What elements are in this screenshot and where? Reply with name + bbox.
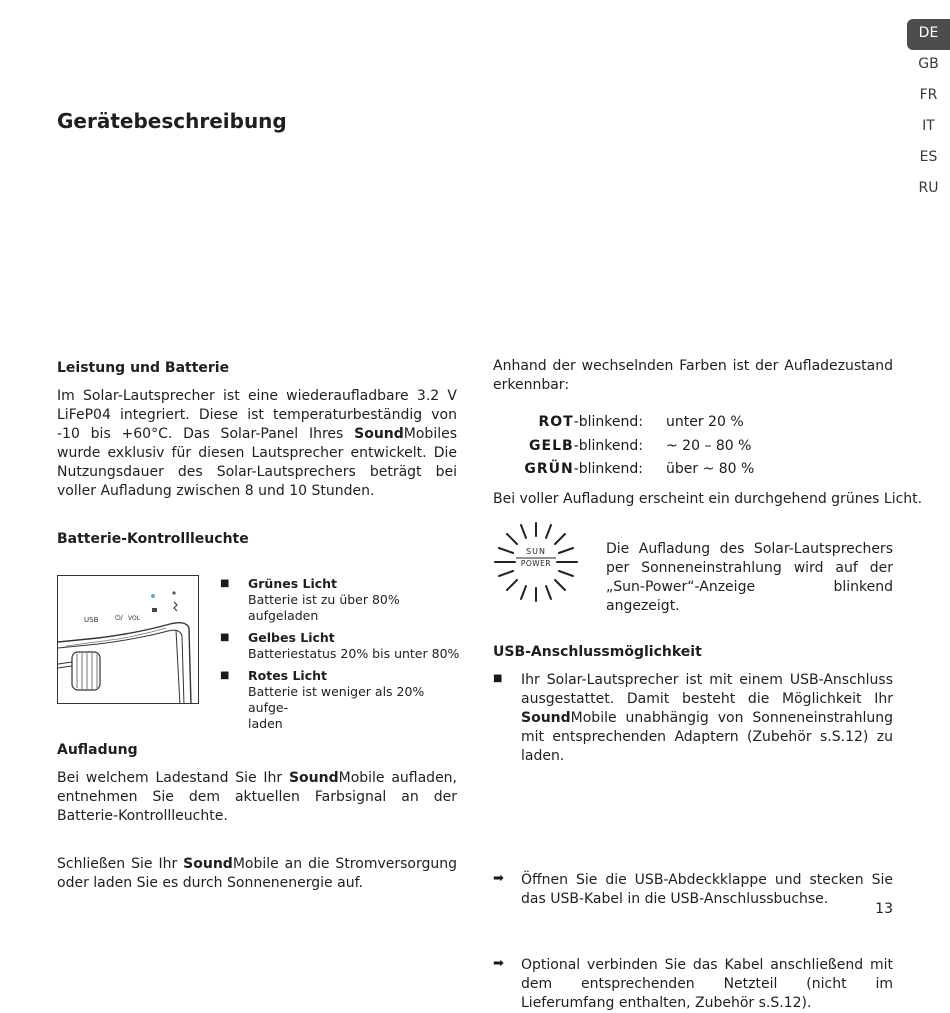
usb-step-1: ➡ Öffnen Sie die USB-Abdeckklappe und stecken Sie das USB-Kabel in die USB-Anschlussbuchse. (493, 871, 893, 907)
led-legend (220, 576, 460, 738)
svg-text:SUN: SUN (526, 547, 546, 556)
svg-text:⏻/: ⏻/ (115, 614, 123, 622)
device-illustration (57, 575, 199, 704)
charging-paragraph-2: Schließen Sie Ihr SoundMobile an die Stromversorgung oder laden Sie es durch Sonnenenergie auf. (57, 856, 457, 891)
charge-row-yellow: GELB-blinkend: ~ 20 – 80 % (529, 437, 752, 454)
charge-row-green: GRÜN-blinkend: über ~ 80 % (524, 461, 755, 477)
knob-icon (72, 652, 100, 690)
sun-power-icon (493, 520, 579, 604)
usb-step-2: ➡ Optional verbinden Sie das Kabel anschließend mit dem entsprechenden Netzteil (nicht im Lieferumfang enthalten, Zubehör s.S.12). (493, 956, 893, 1011)
speaker-panel-drawing (58, 576, 199, 704)
arrow-right-icon: ➡ (493, 956, 504, 971)
vol-label: VOL (128, 615, 141, 622)
lang-tab-fr[interactable]: FR (919, 87, 938, 103)
square-bullet-icon: ■ (220, 578, 230, 589)
led-item-red: ■ Rotes Licht Batterie ist weniger als 20% aufge- laden (220, 668, 425, 731)
lang-tab-it[interactable]: IT (922, 118, 935, 134)
heading-batterie-kontrollleuchte: Batterie-Kontrollleuchte (57, 531, 249, 547)
square-bullet-icon: ■ (493, 673, 503, 684)
lang-tab-ru[interactable]: RU (918, 180, 939, 196)
svg-text:POWER: POWER (520, 559, 552, 568)
lang-tab-de[interactable]: DE (907, 19, 950, 50)
language-tabs (907, 19, 950, 205)
charging-paragraph-1: Bei welchem Ladestand Sie Ihr SoundMobile aufladen, entnehmen Sie dem aktuellen Farbsignal an der Batterie-Kontrollleuchte. (57, 770, 458, 824)
sun-power-description: Die Aufladung des Solar-Lautsprechers per Sonneneinstrahlung wird auf der „Sun-Power“-Anzeige blinkend angezeigt. (606, 541, 893, 614)
full-charge-note: Bei voller Aufladung erscheint ein durchgehend grünes Licht. (493, 491, 923, 507)
led-item-yellow: ■ Gelbes Licht Batteriestatus 20% bis unter 80% (220, 630, 460, 661)
bluetooth-icon (174, 602, 177, 611)
lang-tab-es[interactable]: ES (919, 149, 938, 165)
led-item-green: ■ Grünes Licht Batterie ist zu über 80% aufgeladen (220, 576, 400, 623)
charge-state-table (493, 414, 893, 485)
heading-usb: USB-Anschlussmöglichkeit (493, 644, 702, 660)
charge-intro: Anhand der wechselnden Farben ist der Aufladezustand erkennbar: (493, 358, 893, 393)
power-switch-icon (152, 608, 157, 612)
heading-leistung-batterie: Leistung und Batterie (57, 360, 230, 376)
square-bullet-icon: ■ (220, 670, 230, 681)
heading-aufladung: Aufladung (57, 742, 138, 758)
usb-bullet: ■ Ihr Solar-Lautsprecher ist mit einem USB-Anschluss ausgestattet. Damit besteht die Möglichkeit Ihr SoundMobile unabhängig von Sonneneinstrahlung mit entsprechenden Adaptern (Zubehör s.S.12) zu laden. (493, 672, 893, 764)
led-indicator-icon (151, 594, 155, 598)
page-title: Gerätebeschreibung (57, 109, 287, 133)
dot-icon (172, 591, 175, 594)
charge-row-red: ROT-blinkend: unter 20 % (538, 414, 744, 430)
arrow-right-icon: ➡ (493, 871, 504, 886)
square-bullet-icon: ■ (220, 632, 230, 643)
lang-tab-gb[interactable]: GB (918, 56, 939, 72)
page-number: 13 (875, 901, 893, 917)
usb-label: USB (84, 616, 99, 624)
battery-paragraph: Im Solar-Lautsprecher ist eine wiederaufladbare 3.2 V LiFeP04 integriert. Diese ist temperaturbeständig von -10 bis +60°C. Das Solar-Panel Ihres SoundMobiles wurde exklusiv für diesen Lautsprecher entwickelt. Die Nutzungsdauer des Solar-Lautsprechers beträgt bei voller Aufladung zwischen 8 und 10 Stunden. (57, 388, 457, 499)
